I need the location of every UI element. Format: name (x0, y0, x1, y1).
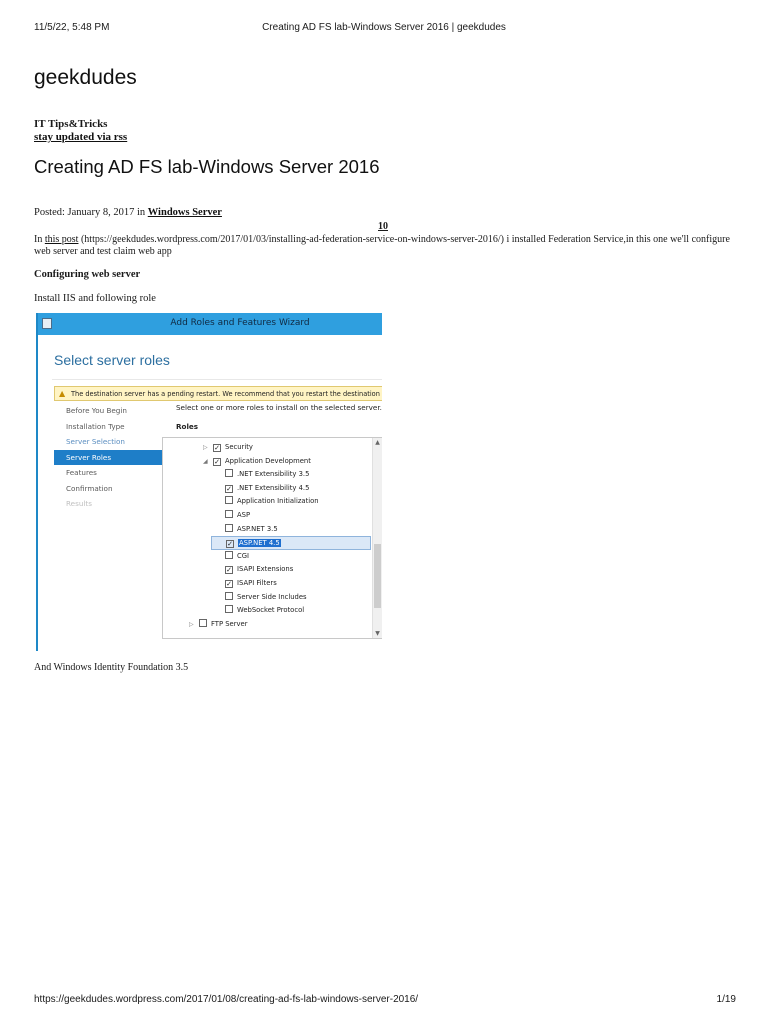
paragraph-wif: And Windows Identity Foundation 3.5 (34, 662, 189, 673)
site-tagline: IT Tips&Tricks (34, 118, 108, 130)
category-link[interactable]: Windows Server (147, 207, 222, 218)
roles-scrollbar[interactable] (372, 438, 382, 638)
roles-label: Roles (176, 422, 199, 431)
wizard-titlebar (38, 313, 382, 335)
checkbox[interactable] (225, 496, 233, 504)
print-header-title: Creating AD FS lab-Windows Server 2016 | geekdudes (262, 22, 506, 33)
nav-server-roles[interactable]: Server Roles (54, 450, 162, 466)
checkbox[interactable] (225, 510, 233, 518)
role-aspnet-35[interactable] (225, 523, 278, 537)
pending-restart-warning (54, 386, 382, 401)
checkbox[interactable] (225, 605, 233, 613)
posted-date: Posted: January 8, 2017 in (34, 207, 146, 218)
expand-arrow-icon[interactable]: ▷ (189, 620, 194, 628)
checkbox[interactable]: ✓ (214, 457, 220, 466)
role-application-initialization[interactable] (225, 495, 319, 509)
wizard-screenshot (36, 313, 382, 651)
rss-link[interactable]: stay updated via rss (34, 131, 128, 143)
wizard-divider (52, 379, 382, 380)
role-label: ASP (237, 511, 251, 519)
post-title: Creating AD FS lab-Windows Server 2016 (34, 156, 380, 177)
role-cgi[interactable] (225, 550, 249, 564)
collapse-arrow-icon[interactable]: ◢ (203, 457, 208, 465)
role-label: CGI (237, 551, 250, 560)
paragraph-install: Install IIS and following role (34, 293, 156, 304)
warning-text: The destination server has a pending restart. We recommend that you restart the destination (71, 390, 380, 398)
checkbox[interactable] (225, 592, 233, 600)
role-net-extensibility-45[interactable] (225, 482, 309, 496)
intro-post-link[interactable]: this post (44, 234, 79, 245)
nav-results: Results (66, 499, 92, 508)
role-server-side-includes[interactable] (225, 591, 307, 605)
role-label: ASP.NET 4.5 (239, 539, 280, 548)
print-footer-url: https://geekdudes.wordpress.com/2017/01/08/creating-ad-fs-lab-windows-server-2016/ (34, 994, 419, 1005)
post-meta (34, 207, 222, 218)
role-label: FTP Server (211, 619, 248, 628)
site-title[interactable]: geekdudes (34, 66, 137, 89)
role-label: WebSocket Protocol (237, 606, 305, 615)
nav-before-you-begin[interactable]: Before You Begin (66, 406, 127, 415)
checkbox[interactable]: ✓ (226, 566, 232, 575)
role-asp[interactable] (225, 509, 250, 523)
role-aspnet-45[interactable] (211, 536, 371, 550)
checkbox[interactable]: ✓ (226, 484, 232, 493)
role-application-development[interactable] (203, 455, 311, 469)
expand-arrow-icon[interactable]: ▷ (203, 444, 208, 451)
role-isapi-filters[interactable] (225, 577, 277, 591)
intro-prefix: In (34, 234, 43, 245)
intro-text: (https://geekdudes.wordpress.com/2017/01/03/installing-ad-federation-service-on-windows-server-2016/) i installed Federation Service,in this one we'll configure web server and test claim web app (34, 234, 730, 257)
role-net-extensibility-35[interactable] (225, 468, 309, 482)
wizard-heading: Select server roles (54, 352, 170, 368)
roles-description: Select one or more roles to install on the selected server. (176, 403, 382, 412)
print-page-number: 1/19 (716, 994, 736, 1005)
checkbox[interactable]: ✓ (227, 540, 233, 549)
checkbox[interactable]: ✓ (214, 444, 220, 452)
checkbox[interactable] (199, 619, 207, 627)
checkbox[interactable] (225, 551, 233, 559)
nav-server-selection[interactable]: Server Selection (66, 437, 125, 446)
nav-confirmation[interactable]: Confirmation (66, 483, 113, 493)
intro-paragraph (34, 234, 734, 258)
site-tagline-block (34, 118, 127, 144)
wizard-title: Add Roles and Features Wizard (170, 318, 310, 328)
scroll-down-icon[interactable]: ▼ (375, 630, 380, 637)
role-label: .NET Extensibility 4.5 (237, 483, 310, 492)
print-date: 11/5/22, 5:48 PM (34, 22, 110, 33)
nav-installation-type[interactable]: Installation Type (66, 421, 125, 431)
role-ftp-server[interactable] (189, 618, 248, 632)
role-label: ASP.NET 3.5 (237, 524, 278, 533)
checkbox[interactable] (225, 524, 233, 532)
role-isapi-extensions[interactable] (225, 563, 293, 577)
scrollbar-thumb[interactable] (374, 544, 381, 608)
role-websocket-protocol[interactable] (225, 604, 304, 618)
role-label: Security (225, 443, 253, 451)
comment-count-link[interactable]: 10 (378, 221, 388, 232)
role-label: Server Side Includes (237, 592, 307, 601)
roles-tree[interactable] (162, 437, 382, 639)
role-label: ISAPI Filters (237, 579, 277, 587)
nav-features[interactable]: Features (66, 468, 97, 477)
role-label: .NET Extensibility 3.5 (237, 470, 310, 479)
wizard-nav (54, 403, 162, 512)
checkbox[interactable]: ✓ (226, 580, 232, 588)
role-security[interactable] (203, 441, 253, 455)
scroll-up-icon[interactable]: ▲ (375, 439, 380, 446)
role-label: ISAPI Extensions (237, 565, 294, 574)
checkbox[interactable] (225, 469, 233, 477)
role-label: Application Initialization (237, 497, 319, 506)
role-label: Application Development (225, 456, 311, 465)
warning-icon: ▲ (59, 389, 66, 398)
section-heading: Configuring web server (34, 269, 141, 280)
